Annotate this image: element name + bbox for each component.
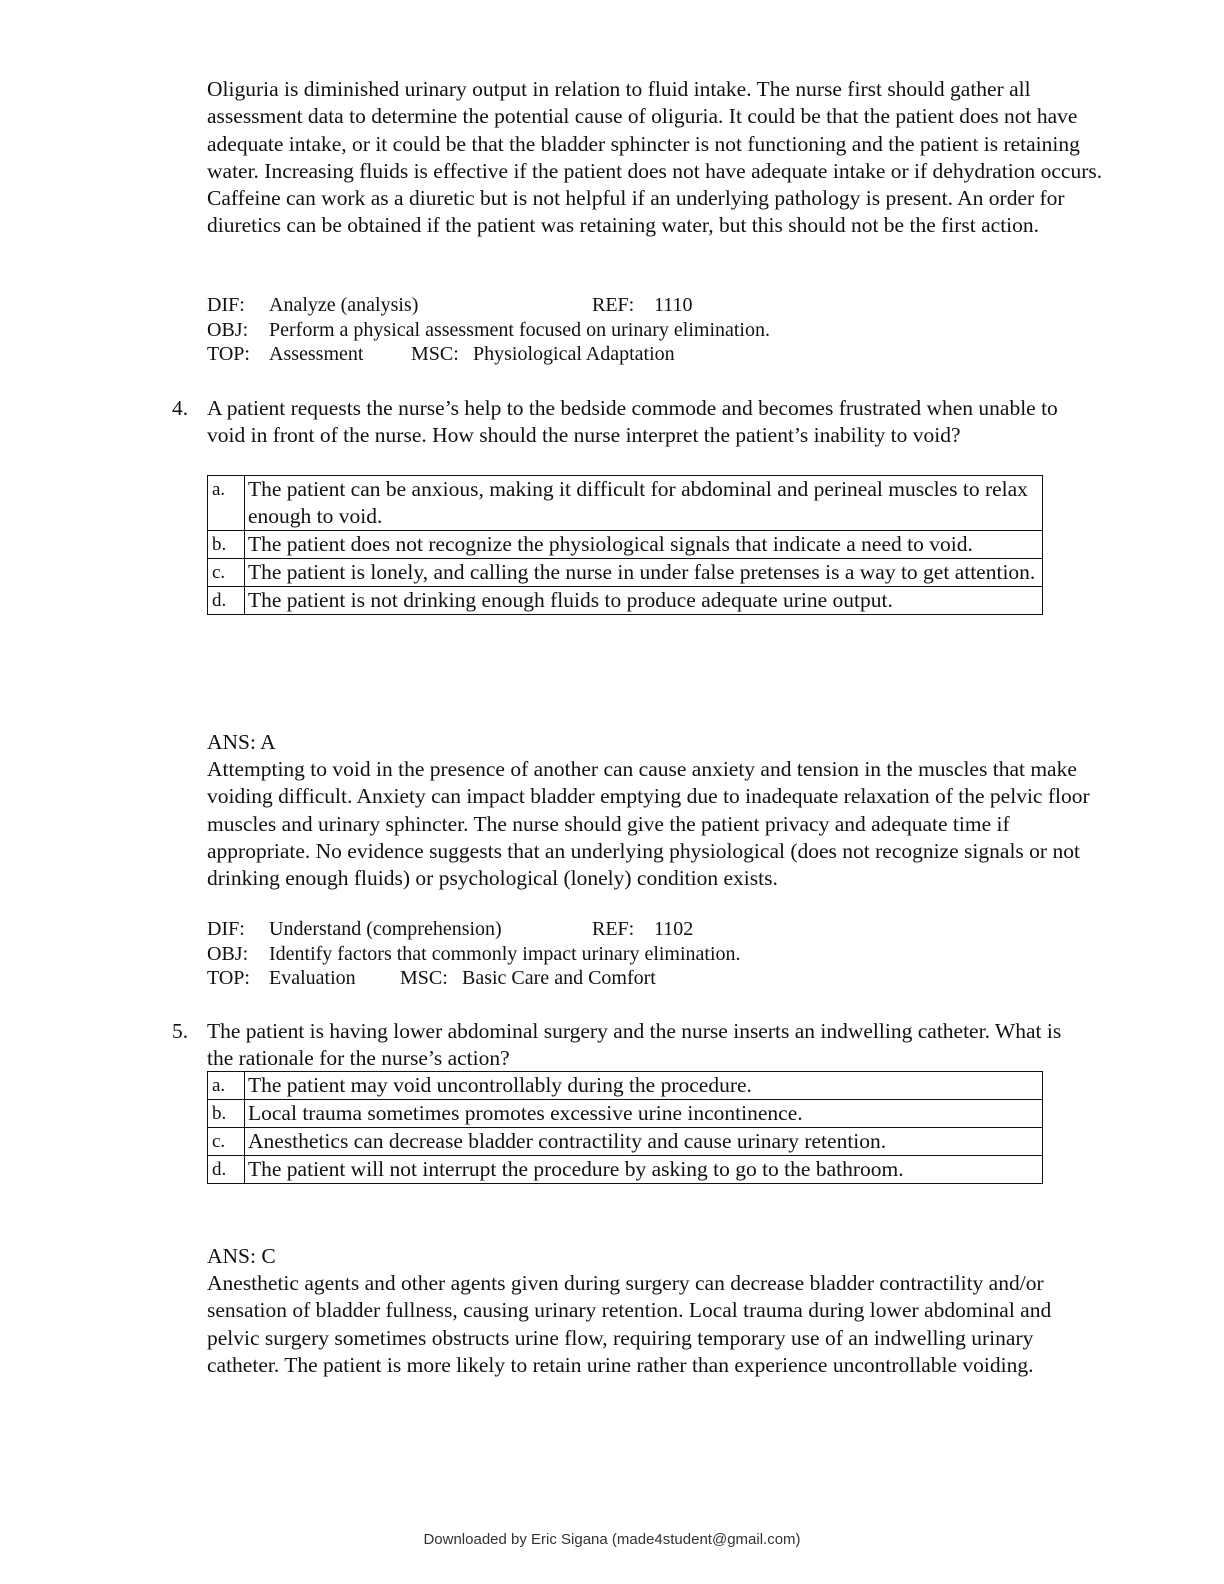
msc-label: MSC: (411, 343, 459, 365)
ref-value: 1110 (654, 294, 693, 316)
choice-letter: a. (208, 476, 245, 531)
question-4-answer: ANS: A (207, 730, 276, 754)
obj-label: OBJ: (207, 318, 249, 341)
choice-text: The patient is lonely, and calling the nurse in under false pretenses is a way to get attention. (245, 559, 1043, 587)
dif-label: DIF: (207, 918, 245, 940)
meta-top-line (207, 966, 1107, 991)
question-4-rationale: Attempting to void in the presence of another can cause anxiety and tension in the muscles that make voiding difficult. Anxiety can impact bladder emptying due to inadequate relaxation of the pelvic floor muscles and urinary sphincter. The nurse should give the patient privacy and adequate time if appropriate. No evidence suggests that an underlying physiological (does not recognize signals or not drinking enough fluids) or psychological (lonely) condition exists. (207, 757, 1090, 891)
meta-dif-line (207, 917, 1107, 942)
choice-text: The patient is not drinking enough fluids to produce adequate urine output. (245, 587, 1043, 615)
choice-text: The patient does not recognize the physiological signals that indicate a need to void. (245, 531, 1043, 559)
choice-letter: d. (208, 1156, 245, 1184)
question-5-rationale: Anesthetic agents and other agents given during surgery can decrease bladder contractility and/or sensation of bladder fullness, causing urinary retention. Local trauma during lower abdominal and pelvic surgery sometimes obstructs urine flow, requiring temporary use of an indwelling urinary catheter. The patient is more likely to retain urine rather than experience uncontrollable voiding. (207, 1271, 1052, 1377)
choice-letter: a. (208, 1072, 245, 1100)
ref-value: 1102 (654, 918, 694, 940)
top-label: TOP: (207, 343, 250, 365)
choice-letter: c. (208, 1128, 245, 1156)
question-5-stem: The patient is having lower abdominal surgery and the nurse inserts an indwelling catheter. What is the rationale for the nurse’s action? (207, 1019, 1062, 1071)
msc-value: Basic Care and Comfort (462, 967, 656, 989)
meta-dif-line (207, 293, 1107, 318)
meta-obj-line (207, 318, 1107, 343)
question-5-answer: ANS: C (207, 1244, 276, 1268)
question-4-choices (207, 475, 1043, 615)
question-4-number: 4. (172, 396, 189, 420)
obj-label: OBJ: (207, 942, 249, 965)
question-5-number: 5. (172, 1019, 189, 1043)
obj-value: Perform a physical assessment focused on urinary elimination. (269, 318, 770, 341)
choice-row[interactable] (208, 1156, 1043, 1184)
dif-label: DIF: (207, 294, 245, 316)
dif-value: Understand (comprehension) (269, 918, 502, 940)
top-value: Assessment (269, 343, 364, 365)
ref-label: REF: (592, 918, 635, 940)
top-value: Evaluation (269, 967, 356, 989)
obj-value: Identify factors that commonly impact urinary elimination. (269, 942, 741, 965)
meta-top-line (207, 342, 1107, 367)
meta-obj-line (207, 942, 1107, 967)
choice-text: The patient may void uncontrollably during the procedure. (245, 1072, 1043, 1100)
question-4-metadata (207, 917, 1107, 991)
msc-label: MSC: (400, 967, 448, 989)
question-5-choices (207, 1071, 1043, 1184)
choice-row[interactable] (208, 1072, 1043, 1100)
question-3-metadata (207, 293, 1107, 367)
choice-letter: d. (208, 587, 245, 615)
choice-row[interactable] (208, 559, 1043, 587)
msc-value: Physiological Adaptation (473, 343, 675, 365)
choice-text: The patient can be anxious, making it difficult for abdominal and perineal muscles to relax enough to void. (245, 476, 1043, 531)
choice-text: The patient will not interrupt the procedure by asking to go to the bathroom. (245, 1156, 1043, 1184)
download-footer: Downloaded by Eric Sigana (made4student@gmail.com) (423, 1531, 801, 1548)
choice-letter: b. (208, 531, 245, 559)
ref-label: REF: (592, 294, 635, 316)
choice-row[interactable] (208, 587, 1043, 615)
choice-text: Local trauma sometimes promotes excessive urine incontinence. (245, 1100, 1043, 1128)
dif-value: Analyze (analysis) (269, 294, 419, 316)
choice-row[interactable] (208, 476, 1043, 531)
question-4-stem: A patient requests the nurse’s help to the bedside commode and becomes frustrated when unable to void in front of the nurse. How should the nurse interpret the patient’s inability to void? (207, 396, 1058, 448)
choice-letter: c. (208, 559, 245, 587)
choice-letter: b. (208, 1100, 245, 1128)
question-3-rationale: Oliguria is diminished urinary output in relation to fluid intake. The nurse first should gather all assessment data to determine the potential cause of oliguria. It could be that the patient does not have adequate intake, or it could be that the bladder sphincter is not functioning and the patient is retaining water. Increasing fluids is effective if the patient does not have adequate intake or if dehydration occurs. Caffeine can work as a diuretic but is not helpful if an underlying pathology is present. An order for diuretics can be obtained if the patient was retaining water, but this should not be the first action. (207, 77, 1103, 238)
choice-row[interactable] (208, 531, 1043, 559)
choice-text: Anesthetics can decrease bladder contractility and cause urinary retention. (245, 1128, 1043, 1156)
choice-row[interactable] (208, 1100, 1043, 1128)
top-label: TOP: (207, 967, 250, 989)
choice-row[interactable] (208, 1128, 1043, 1156)
